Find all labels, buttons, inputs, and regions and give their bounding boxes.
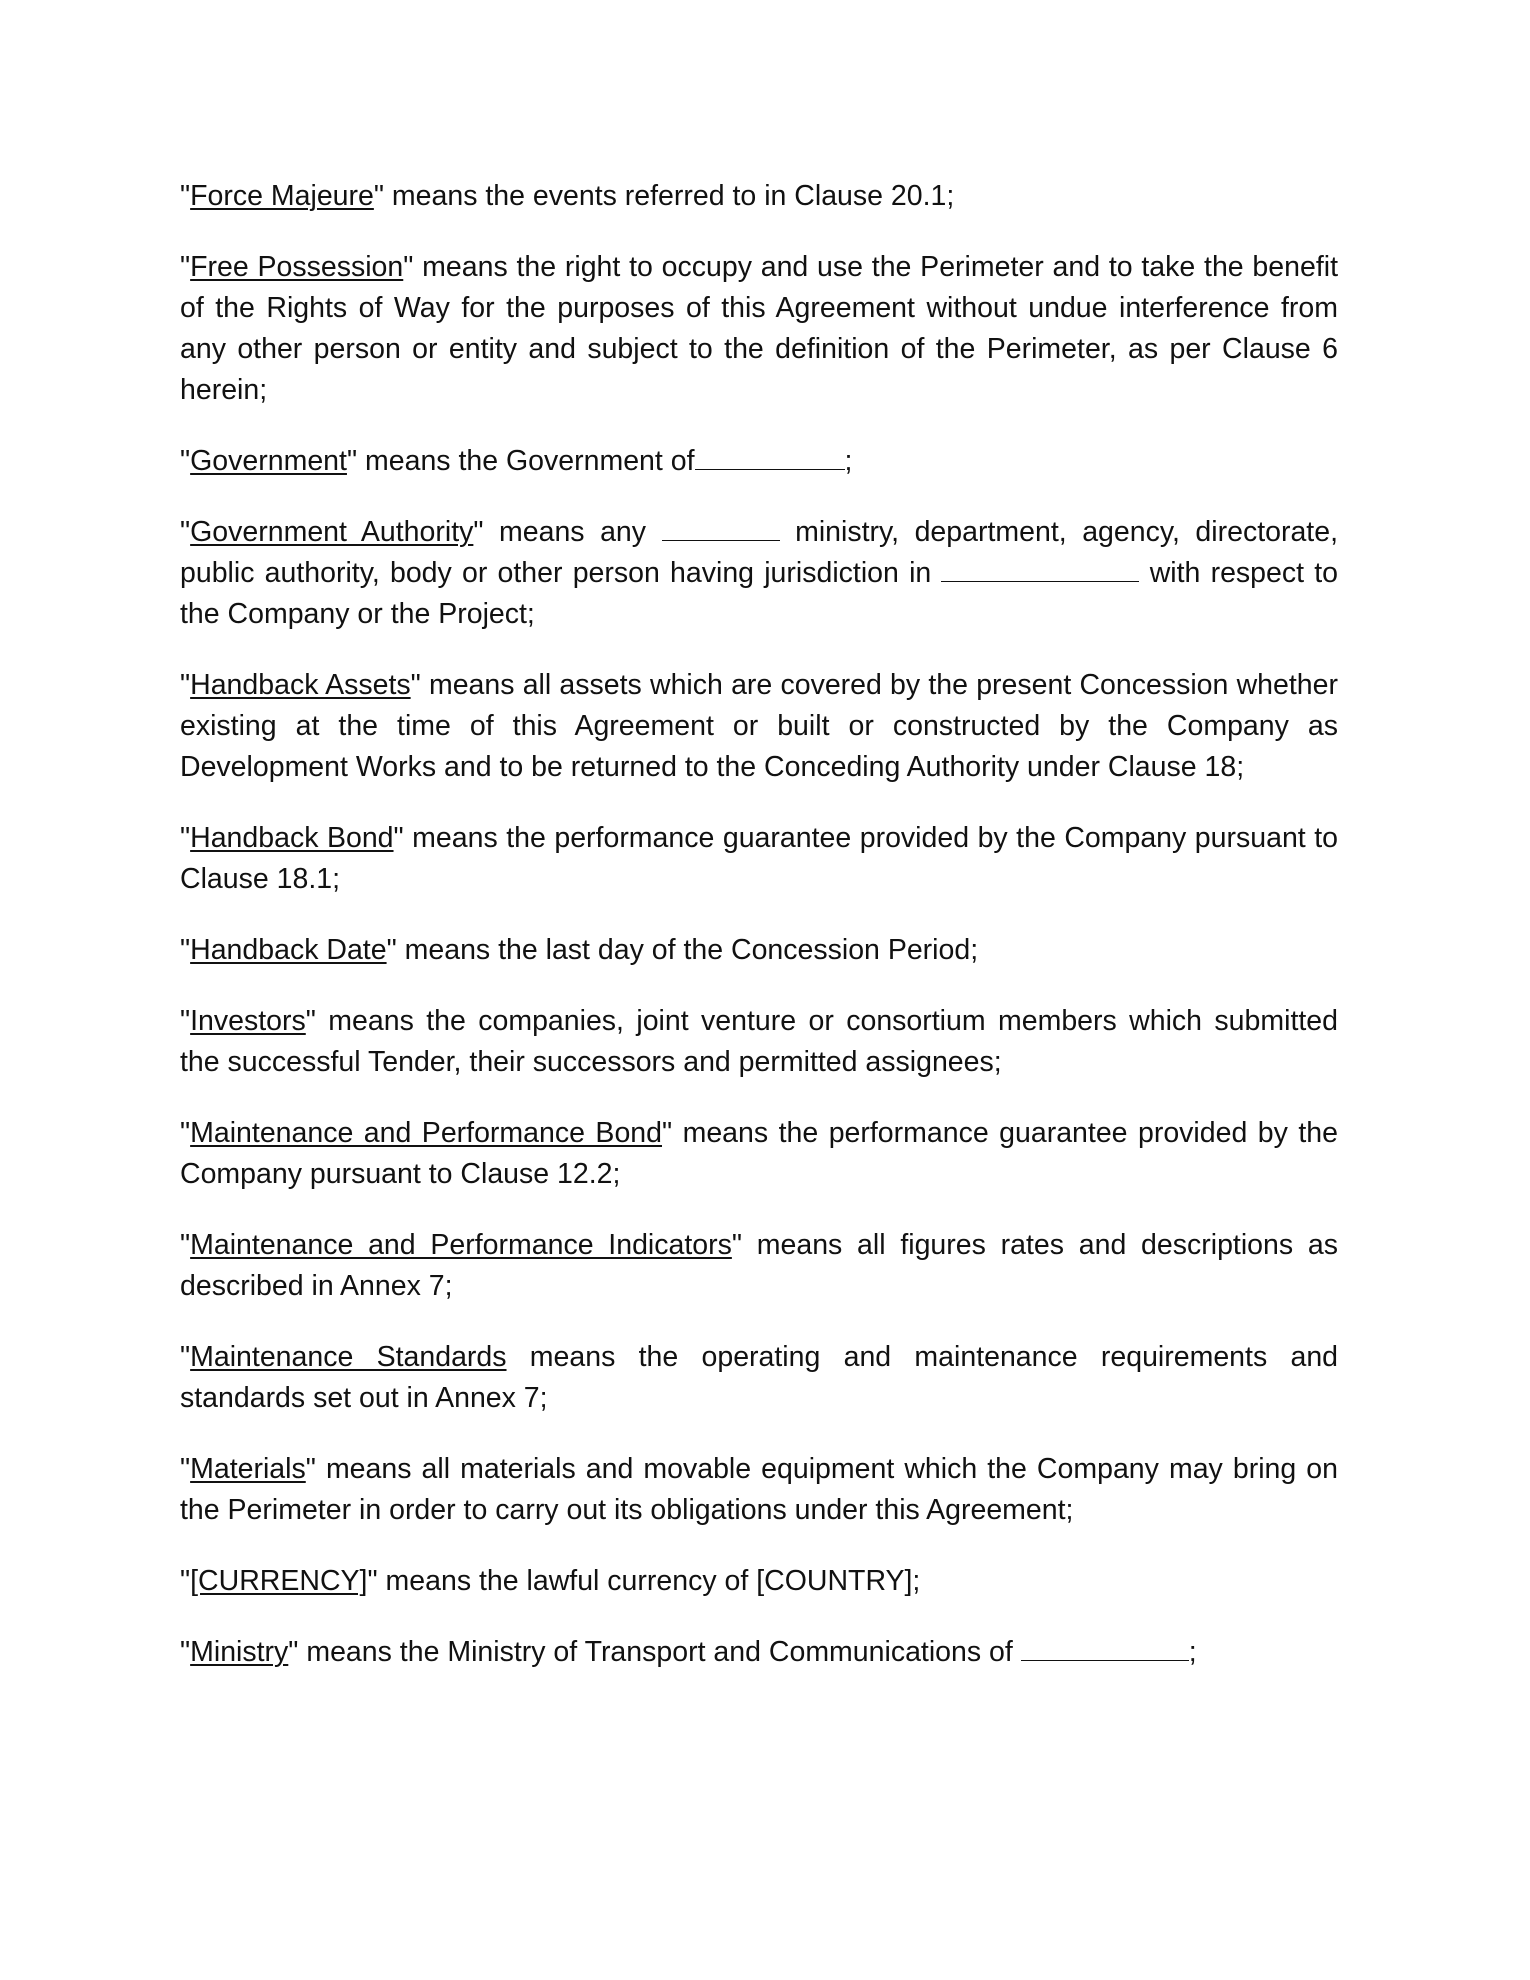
blank-line	[695, 468, 845, 470]
definition-text: ministry, department, agency, directorate, public authority, body or other person having jurisdiction in	[180, 516, 1338, 589]
definition-maintenance-standards: "Maintenance Standards means the operating and maintenance requirements and standards set out in Annex 7;	[180, 1341, 1339, 1414]
definition-ministry: "Ministry" means the Ministry of Transport and Communications of ;	[180, 1636, 1197, 1668]
definition-text: means the operating and maintenance requirements and standards set out in Annex 7;	[180, 1341, 1339, 1414]
definition-text: means the performance guarantee provided by the Company pursuant to Clause 12.2;	[180, 1117, 1338, 1190]
definition-free-possession: "Free Possession" means the right to occupy and use the Perimeter and to take the benefit of the Rights of Way for the purposes of this Agreement without undue interference from any other person or entity and subject to the definition of the Perimeter, as per Clause 6 herein;	[180, 251, 1338, 406]
definition-handback-assets: "Handback Assets" means all assets which are covered by the present Concession whether existing at the time of this Agreement or built or constructed by the Company as Development Works and to be returned to the Conceding Authority under Clause 18;	[180, 669, 1338, 783]
definitions-list	[180, 176, 1338, 1703]
definition-text: means the Government of	[365, 445, 695, 477]
term-materials: Materials	[190, 1453, 306, 1485]
term-currency: [CURRENCY]	[190, 1565, 368, 1597]
definition-text: means all assets which are covered by the present Concession whether existing at the time of this Agreement or built or constructed by the Company as Development Works and to be returned to the Conceding Authority under Clause 18;	[180, 669, 1338, 783]
definition-text: means the right to occupy and use the Perimeter and to take the benefit of the Rights of Way for the purposes of this Agreement without undue interference from any other person or entity and subject to the definition of the Perimeter, as per Clause 6 herein;	[180, 251, 1338, 406]
definition-investors: "Investors" means the companies, joint venture or consortium members which submitted the successful Tender, their successors and permitted assignees;	[180, 1005, 1338, 1078]
term-government: Government	[190, 445, 347, 477]
term-government-authority: Government Authority	[190, 516, 474, 548]
definition-force-majeure: "Force Majeure" means the events referred to in Clause 20.1;	[180, 180, 955, 212]
definition-text: means the last day of the Concession Period;	[404, 934, 979, 966]
definition-government-authority: "Government Authority" means any ministry, department, agency, directorate, public authority, body or other person having jurisdiction in with respect to the Company or the Project;	[180, 516, 1339, 630]
term-investors: Investors	[190, 1005, 306, 1037]
definition-text: with respect to the Company or the Project;	[180, 557, 1339, 630]
definition-text: means the lawful currency of [COUNTRY];	[385, 1565, 921, 1597]
definition-text: means the performance guarantee provided by the Company pursuant to Clause 18.1;	[180, 822, 1338, 895]
term-handback-bond: Handback Bond	[190, 822, 394, 854]
term-handback-assets: Handback Assets	[190, 669, 411, 701]
definition-end: ;	[844, 445, 853, 477]
blank-line	[662, 539, 780, 541]
blank-line	[1021, 1659, 1189, 1661]
definition-text: means the companies, joint venture or consortium members which submitted the successful Tender, their successors and permitted assignees;	[180, 1005, 1338, 1078]
blank-line	[941, 580, 1139, 582]
term-maintenance-performance-bond: Maintenance and Performance Bond	[190, 1117, 662, 1149]
definition-text: means any	[499, 516, 647, 548]
definition-end: ;	[1188, 1636, 1197, 1668]
definition-maintenance-performance-indicators: "Maintenance and Performance Indicators" means all figures rates and descriptions as described in Annex 7;	[180, 1229, 1338, 1302]
term-maintenance-standards: Maintenance Standards	[190, 1341, 507, 1373]
definition-text: means all figures rates and descriptions as described in Annex 7;	[180, 1229, 1338, 1302]
definition-text: means the Ministry of Transport and Communications of	[306, 1636, 1013, 1668]
definition-handback-bond: "Handback Bond" means the performance guarantee provided by the Company pursuant to Clause 18.1;	[180, 822, 1338, 895]
term-free-possession: Free Possession	[190, 251, 404, 283]
term-force-majeure: Force Majeure	[190, 180, 374, 212]
term-maintenance-performance-indicators: Maintenance and Performance Indicators	[190, 1229, 732, 1261]
term-ministry: Ministry	[190, 1636, 289, 1668]
definition-materials: "Materials" means all materials and movable equipment which the Company may bring on the Perimeter in order to carry out its obligations under this Agreement;	[180, 1453, 1338, 1526]
definition-maintenance-performance-bond: "Maintenance and Performance Bond" means the performance guarantee provided by the Company pursuant to Clause 12.2;	[180, 1117, 1338, 1190]
definition-handback-date: "Handback Date" means the last day of the Concession Period;	[180, 934, 979, 966]
definition-government: "Government" means the Government of ;	[180, 445, 853, 477]
definition-currency: "[CURRENCY]" means the lawful currency of [COUNTRY];	[180, 1565, 921, 1597]
term-handback-date: Handback Date	[190, 934, 387, 966]
definition-text: means the events referred to in Clause 20.1;	[391, 180, 955, 212]
definition-text: means all materials and movable equipment which the Company may bring on the Perimeter in order to carry out its obligations under this Agreement;	[180, 1453, 1338, 1526]
